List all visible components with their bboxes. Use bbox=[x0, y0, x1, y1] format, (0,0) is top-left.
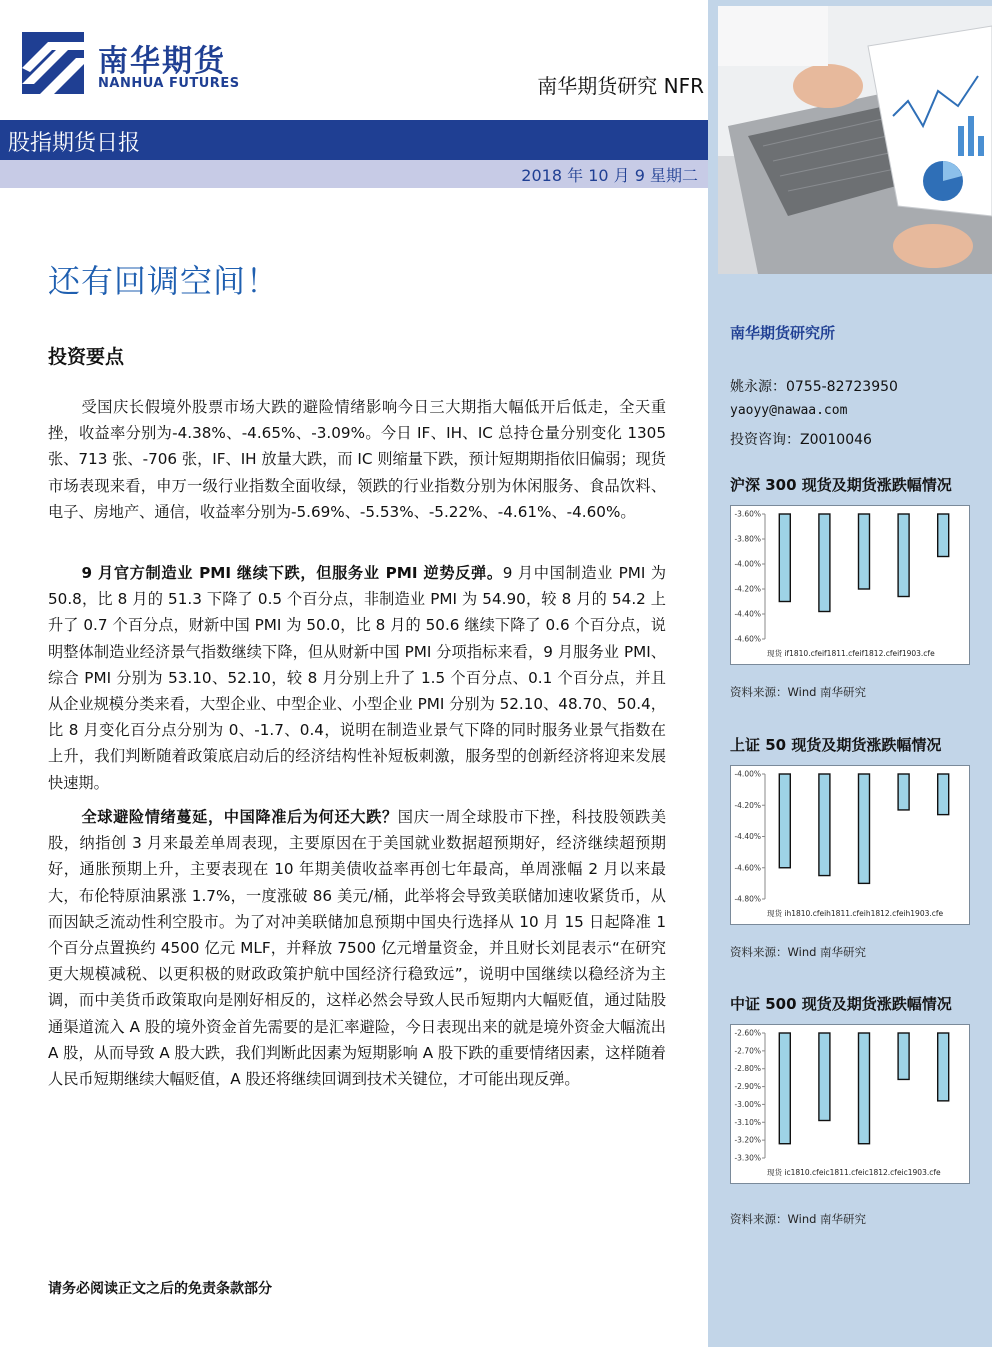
paragraph bbox=[48, 560, 666, 796]
paragraph-lead: 全球避险情绪蔓延，中国降准后为何还大跌？ bbox=[81, 808, 398, 826]
paragraph bbox=[48, 394, 666, 525]
y-tick-label: -2.90% bbox=[734, 1082, 761, 1092]
chart-sz50 bbox=[730, 765, 970, 925]
bar bbox=[938, 1033, 949, 1101]
paragraph-lead: 9 月官方制造业 PMI 继续下跌，但服务业 PMI 逆势反弹。 bbox=[81, 564, 503, 582]
section-title: 投资要点 bbox=[48, 346, 125, 368]
disclaimer-note: 请务必阅读正文之后的免责条款部分 bbox=[48, 1281, 272, 1297]
bar bbox=[819, 514, 830, 612]
bar bbox=[819, 774, 830, 876]
y-tick-label: -3.10% bbox=[734, 1117, 761, 1127]
y-tick-label: -4.40% bbox=[734, 832, 761, 841]
bar bbox=[859, 774, 870, 883]
chart-hs300 bbox=[730, 505, 970, 665]
chart-zz500 bbox=[730, 1024, 970, 1184]
chart-source: 资料来源：Wind 南华研究 bbox=[730, 945, 867, 959]
brand-name-en: NANHUA FUTURES bbox=[98, 76, 240, 91]
chart-title: 沪深 300 现货及期货涨跌幅情况 bbox=[730, 476, 952, 494]
chart-title: 中证 500 现货及期货涨跌幅情况 bbox=[730, 995, 952, 1013]
bar bbox=[938, 514, 949, 557]
bar bbox=[898, 774, 909, 810]
y-tick-label: -3.60% bbox=[734, 509, 761, 519]
analyst-contact: 姚永源：0755-82723950 bbox=[730, 379, 898, 395]
bar bbox=[898, 514, 909, 597]
y-tick-label: -4.80% bbox=[734, 894, 761, 904]
chart-source: 资料来源：Wind 南华研究 bbox=[730, 685, 867, 699]
nanhua-logo bbox=[18, 28, 88, 98]
y-tick-label: -4.20% bbox=[734, 584, 761, 594]
y-tick-label: -4.60% bbox=[734, 863, 761, 873]
analyst-email[interactable]: yaoyy@nawaa.com bbox=[730, 403, 848, 418]
research-tag: 南华期货研究 NFR bbox=[537, 74, 704, 98]
analyst-license: 投资咨询：Z0010046 bbox=[730, 432, 872, 448]
y-tick-label: -2.60% bbox=[734, 1028, 761, 1038]
bar bbox=[779, 774, 790, 868]
bar bbox=[819, 1033, 830, 1121]
brand-name-cn: 南华期货 bbox=[98, 44, 226, 79]
y-tick-label: -3.20% bbox=[734, 1135, 761, 1145]
y-tick-label: -4.40% bbox=[734, 609, 761, 619]
y-tick-label: -3.80% bbox=[734, 534, 761, 544]
y-tick-label: -4.00% bbox=[734, 559, 761, 569]
y-tick-label: -4.60% bbox=[734, 634, 761, 644]
bar bbox=[938, 774, 949, 815]
bar bbox=[859, 514, 870, 589]
chart-source: 资料来源：Wind 南华研究 bbox=[730, 1212, 867, 1226]
chart-title: 上证 50 现货及期货涨跌幅情况 bbox=[730, 736, 942, 754]
report-date: 2018 年 10 月 9 星期二 bbox=[521, 166, 698, 185]
y-tick-label: -3.30% bbox=[734, 1153, 761, 1163]
y-tick-label: -2.80% bbox=[734, 1064, 761, 1074]
bar bbox=[859, 1033, 870, 1144]
y-tick-label: -4.00% bbox=[734, 769, 761, 779]
x-tick-labels: 现货 ic1810.cfeic1811.cfeic1812.cfeic1903.cfe bbox=[767, 1168, 941, 1177]
cover-photo bbox=[718, 6, 992, 274]
y-tick-label: -4.20% bbox=[734, 800, 761, 810]
report-title: 股指期货日报 bbox=[8, 131, 141, 156]
institute-name: 南华期货研究所 bbox=[730, 324, 836, 342]
y-tick-label: -2.70% bbox=[734, 1046, 761, 1056]
x-tick-labels: 现货 ih1810.cfeih1811.cfeih1812.cfeih1903.cfe bbox=[767, 909, 944, 918]
x-tick-labels: 现货 if1810.cfeif1811.cfeif1812.cfeif1903.cfe bbox=[767, 649, 935, 658]
paragraph bbox=[48, 804, 666, 1092]
bar bbox=[779, 514, 790, 602]
paragraph-text: 国庆一周全球股市下挫，科技股领跌美股，纳指创 3 月来最差单周表现，主要原因在于美国就业数据超预期好，经济继续超预期好，通胀预期上升，主要表现在 10 年期美债收益率再创七年最高，单周涨幅 2 月以来最大，布伦特原油累涨 1.7%，一度涨破 86 美元/桶，此举将会导致美联储加速收紧货币，从而因缺乏流动性利空股市。为了对冲美联储加息预期中国央行选择从 10 月 15 日起降准 1 个百分点置换约 4500 亿元 MLF，并释放 7500 亿元增量资金，并且财长刘昆表示“在研究更大规模减税、以更积极的财政政策护航中国经济行稳致远”，说明中国继续以稳经济为主调，而中美货币政策取向是刚好相反的，这样必然会导致人民币短期内大幅贬值，通过陆股通渠道流入 A 股的境外资金首先需要的是汇率避险，今日表现出来的就是境外资金大幅流出 A 股，从而导致 A 股大跌，我们判断此因素为短期影响 A 股下跌的重要情绪因素，这样随着人民币短期继续大幅贬值，A 股还将继续回调到技术关键位，才可能出现反弹。 bbox=[48, 808, 667, 1089]
paragraph-text: 受国庆长假境外股票市场大跌的避险情绪影响今日三大期指大幅低开后低走，全天重挫，收益率分别为-4.38%、-4.65%、-3.09%。今日 IF、IH、IC 总持仓量分别变化 1305 张、713 张、-706 张，IF、IH 放量大跌，而 IC 则缩量下跌，预计短期期指依旧偏弱；现货市场表现来看，申万一级行业指数全面收绿，领跌的行业指数分别为休闲服务、食品饮料、电子、房地产、通信，收益率分别为-5.69%、-5.53%、-5.22%、-4.61%、-4.60%。 bbox=[48, 398, 666, 521]
bar bbox=[898, 1033, 909, 1079]
bar bbox=[779, 1033, 790, 1144]
paragraph-text: 9 月中国制造业 PMI 为 50.8，比 8 月的 51.3 下降了 0.5 个百分点，非制造业 PMI 为 54.90，较 8 月的 54.2 上升了 0.7 个百分点，财新中国 PMI 为 50.0，比 8 月的 50.6 继续下降了 0.6 个百分点，说明整体制造业经济景气指数继续下降，但从财新中国 PMI 分项指标来看，9 月服务业 PMI、综合 PMI 分别为 53.10、52.10，较 8 月分别上升了 1.5 个百分点、0.1 个百分点，并且从企业规模分类来看，大型企业、中型企业、小型企业 PMI 分别为 52.10、48.70、50.4，比 8 月变化百分点分别为 0、-1.7、0.4，说明在制造业景气下降的同时服务业景气指数在上升，我们判断随着政策底启动后的经济结构性补短板刺激，服务型的创新经济将迎来发展快速期。 bbox=[48, 564, 667, 792]
y-tick-label: -3.00% bbox=[734, 1099, 761, 1109]
headline: 还有回调空间！ bbox=[48, 262, 280, 300]
